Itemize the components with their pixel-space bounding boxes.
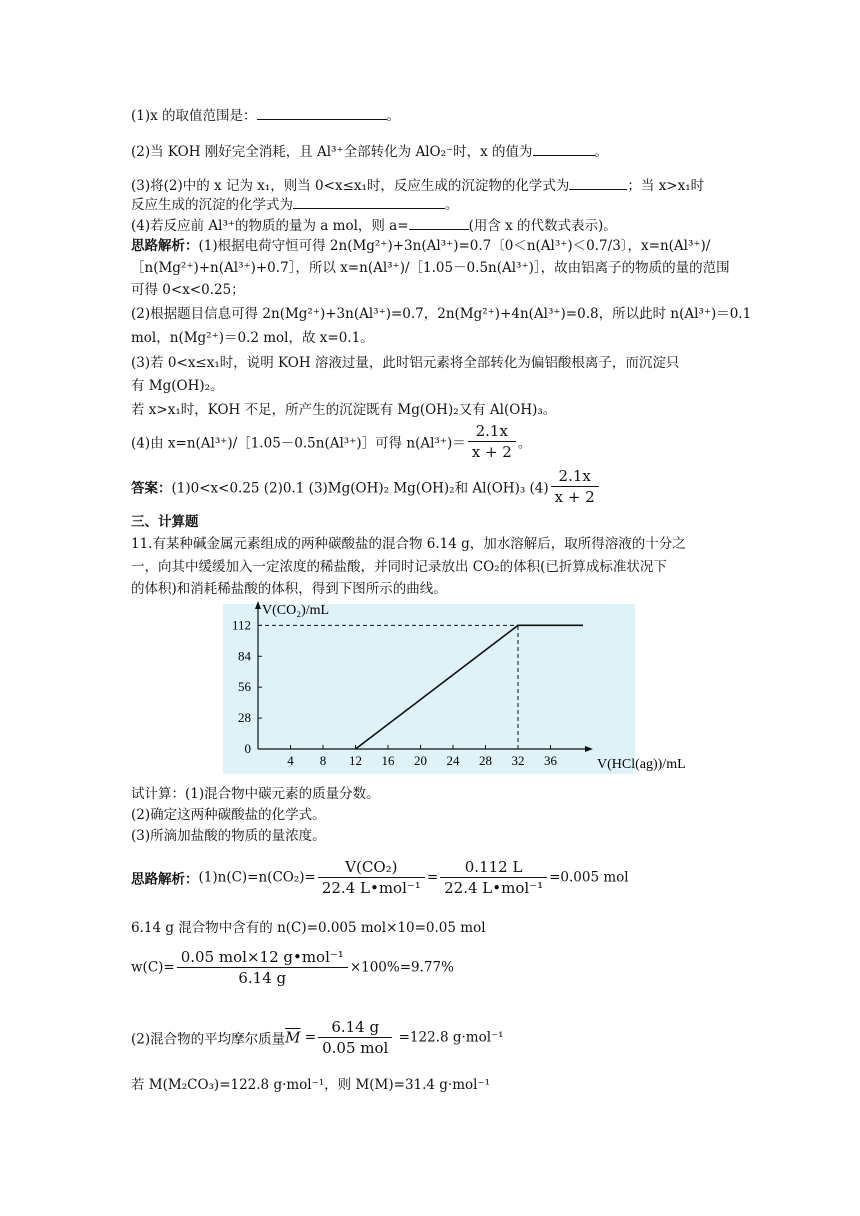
solution-line-3: [131, 948, 454, 987]
answer-blank: [257, 107, 387, 120]
analysis-line: [131, 401, 556, 419]
question-1: (1)x 的取值范围是： 。: [131, 108, 401, 124]
q3-text: (3)将(2)中的 x 记为 x₁，则当 0<x≤x₁时，反应生成的沉淀物的化学式为: [131, 178, 570, 194]
q1-text: (1)x 的取值范围是：: [131, 108, 257, 124]
fraction-denominator: 22.4 L•mol⁻¹: [321, 879, 421, 897]
fraction-denominator: x + 2: [471, 443, 512, 461]
analysis-text: mol，n(Mg²⁺)＝0.2 mol，故 x=0.1。: [131, 330, 374, 346]
analysis-line: [131, 305, 751, 323]
fraction-numerator: 2.1x: [551, 467, 599, 487]
task-3: (3)所滴加盐酸的物质的量浓度。: [131, 828, 326, 844]
solution-line-4: [131, 1018, 504, 1057]
equals-sign: =: [300, 1029, 317, 1046]
analysis-line: [131, 354, 679, 372]
analysis-text: (3)若 0<x≤x₁时，说明 KOH 溶液过量，此时铝元素将全部转化为偏铝酸根离子，而沉淀只: [131, 355, 680, 371]
solution-text: (2)混合物的平均摩尔质量: [131, 1031, 286, 1048]
solution-result: =122.8 g·mol⁻¹: [394, 1029, 504, 1046]
analysis-line: [131, 237, 710, 255]
x-tick-label: 4: [287, 753, 294, 768]
fraction-numerator: V(CO₂): [318, 858, 425, 878]
analysis-label: 思路解析：: [131, 238, 199, 254]
answer-blank: [409, 217, 469, 230]
solution-line-2: 6.14 g 混合物中含有的 n(C)=0.005 mol×10=0.05 mol: [131, 920, 486, 936]
y-tick-label: 28: [238, 710, 251, 726]
y-tick-label: 112: [231, 617, 251, 633]
fraction-denominator: x + 2: [554, 488, 595, 506]
fraction-numerator: 0.112 L: [440, 858, 547, 878]
x-tick-label: 24: [446, 753, 460, 768]
answer-blank: [293, 196, 445, 209]
analysis-text: ［n(Mg²⁺)+n(Al³⁺)+0.7］，所以 x=n(Al³⁺)/［1.05－0.5n(Al³⁺)］，故由铝离子的物质的量的范围: [131, 260, 730, 276]
solution-result: ×100%=9.77%: [349, 959, 454, 976]
q4-text-cont: (用含 x 的代数式表示)。: [468, 218, 617, 234]
analysis-text: (4)由 x=n(Al³⁺)/［1.05－0.5n(Al³⁺)］可得 n(Al³⁺)＝: [131, 435, 466, 452]
analysis-line: [131, 281, 245, 299]
x-tick-label: 8: [319, 753, 327, 768]
fraction-numerator: 2.1x: [468, 422, 516, 442]
question-2: (2)当 KOH 刚好完全消耗，且 Al³⁺全部转化为 AlO₂⁻时，x 的值为 。: [131, 144, 609, 160]
answer-label: 答案：: [131, 480, 172, 497]
solution-text: (1)n(C)=n(CO₂)=: [198, 869, 316, 886]
answer-text: (1)0<x<0.25 (2)0.1 (3)Mg(OH)₂ Mg(OH)₂和 Al(OH)₃ (4): [171, 480, 549, 497]
q11-text: 一，向其中缓缓加入一定浓度的稀盐酸，并同时记录放出 CO₂的体积(已折算成标准状况下: [131, 559, 667, 575]
solution-line-5: 若 M(M₂CO₃)=122.8 g·mol⁻¹，则 M(M)=31.4 g·mol⁻¹: [131, 1077, 491, 1093]
y-tick-label: 84: [238, 648, 251, 664]
analysis-line-4: (4)由 x=n(Al³⁺)/［1.05－0.5n(Al³⁺)］可得 n(Al³⁺)＝ $\frac{2.1x}{x + 2}$ 。: [131, 422, 532, 461]
q3-text-cont: ；当 x>x₁时: [627, 178, 705, 194]
y-tick-label: 0: [244, 741, 251, 756]
q4-text: (4)若反应前 Al³⁺的物质的量为 a mol，则 a=: [131, 218, 409, 234]
equals-sign: =: [426, 869, 439, 886]
task-1: 试计算：(1)混合物中碳元素的质量分数。: [131, 786, 380, 802]
x-axis-label: V(HCl(ag))/mL: [597, 757, 686, 772]
answer-line: [131, 467, 601, 506]
x-tick-label: 20: [414, 753, 427, 768]
fraction-21x: [551, 467, 599, 506]
analysis-line: [131, 259, 730, 277]
analysis-line: [131, 329, 374, 347]
x-tick-label: 28: [479, 753, 492, 768]
y-axis-label: V(CO₂)/mL: [262, 603, 330, 618]
fraction-numerator: 0.05 mol×12 g•mol⁻¹: [177, 948, 348, 968]
q11-text: 11.有某种碱金属元素组成的两种碳酸盐的混合物 6.14 g，加水溶解后，取所得溶液的十分之: [131, 536, 686, 552]
analysis-text: 有 Mg(OH)₂。: [131, 378, 224, 394]
solution-line-1: [131, 858, 629, 897]
section-title: 三、计算题: [131, 514, 199, 530]
fraction-denominator: 22.4 L•mol⁻¹: [444, 879, 544, 897]
task-2: (2)确定这两种碳酸盐的化学式。: [131, 807, 326, 823]
x-tick-label: 16: [381, 753, 395, 768]
q2-text: (2)当 KOH 刚好完全消耗，且 Al³⁺全部转化为 AlO₂⁻时，x 的值为: [131, 144, 533, 160]
analysis-label: 思路解析：: [131, 871, 199, 888]
question-3-line2: 反应生成的沉淀的化学式为 。: [131, 197, 459, 213]
analysis-line: [131, 377, 224, 395]
fraction-denominator: 6.14 g: [238, 969, 287, 987]
question-4: [131, 217, 617, 235]
fraction-v-co2: [318, 858, 425, 897]
x-tick-label: 36: [544, 753, 557, 768]
x-tick-label: 12: [349, 753, 362, 768]
solution-text: w(C)=: [131, 959, 175, 976]
q3-text-2: 反应生成的沉淀的化学式为: [131, 197, 293, 213]
fraction-0112: [440, 858, 547, 897]
fraction-molar-mass: [318, 1018, 392, 1057]
y-tick-label: 56: [238, 679, 251, 695]
fraction-mass-fraction: [177, 948, 348, 987]
mean-molar-mass-symbol: $\overline{M}$: [285, 1028, 301, 1047]
answer-blank: [569, 177, 627, 190]
analysis-text: 可得 0<x<0.25；: [131, 282, 245, 298]
answer-blank: [533, 143, 595, 156]
analysis-text: 若 x>x₁时，KOH 不足，所产生的沉淀既有 Mg(OH)₂又有 Al(OH)₃。: [131, 402, 557, 418]
solution-result: =0.005 mol: [549, 869, 629, 886]
analysis-text: (2)根据题目信息可得 2n(Mg²⁺)+3n(Al³⁺)=0.7，2n(Mg²⁺)+4n(Al³⁺)=0.8，所以此时 n(Al³⁺)＝0.1: [131, 306, 752, 322]
fraction-numerator: 6.14 g: [318, 1018, 392, 1038]
fraction-denominator: 0.05 mol: [322, 1039, 389, 1057]
fraction-21x: [468, 422, 516, 461]
analysis-text: (1)根据电荷守恒可得 2n(Mg²⁺)+3n(Al³⁺)=0.7〔0＜n(Al³⁺)＜0.7/3〕，x=n(Al³⁺)/: [198, 238, 711, 254]
co2-volume-chart: [221, 600, 686, 780]
x-tick-label: 32: [511, 753, 525, 768]
q11-text: 的体积)和消耗稀盐酸的体积，得到下图所示的曲线。: [131, 581, 447, 597]
question-3: [131, 177, 704, 195]
